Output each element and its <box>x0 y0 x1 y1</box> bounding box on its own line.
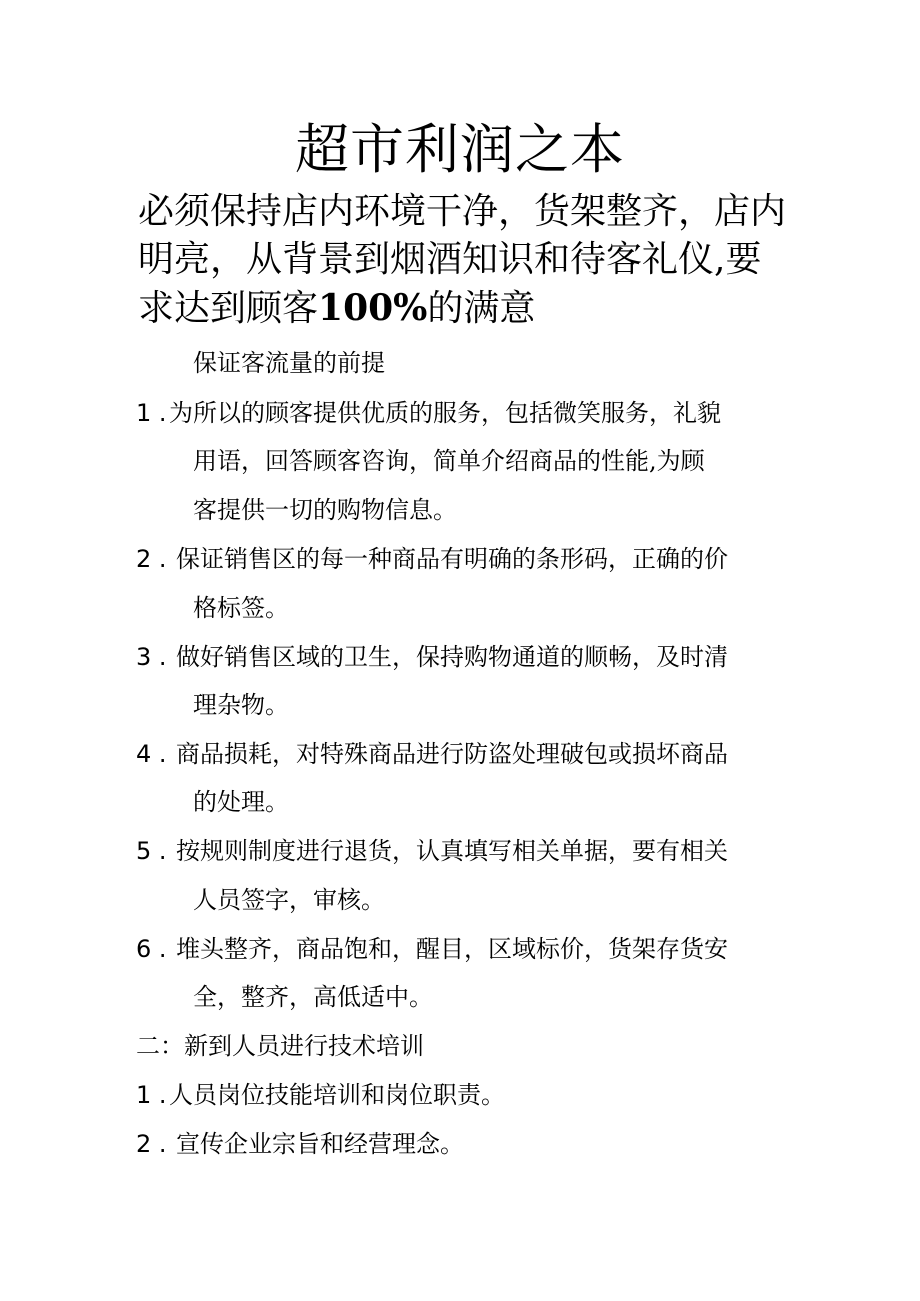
item-3-line-1: 做好销售区域的卫生，保持购物通道的顺畅，及时清 <box>176 643 728 671</box>
training-item-1-text: 人员岗位技能培训和岗位职责。 <box>169 1081 505 1109</box>
item-6-line-1: 堆头整齐，商品饱和，醒目，区域标价，货架存货安 <box>176 935 728 963</box>
lead-line-1: 必须保持店内环境干净，货架整齐，店内 <box>138 191 787 232</box>
item-6-line-2: 全，整齐，高低适中。 <box>193 983 433 1011</box>
item-5-number: 5 . <box>136 837 167 865</box>
section-1-heading: 保证客流量的前提 <box>193 349 385 377</box>
item-4-number: 4 . <box>136 740 167 768</box>
item-3-number: 3 . <box>136 643 167 671</box>
item-1-number: 1 . <box>136 399 167 427</box>
section-2-heading: 二：新到人员进行技术培训 <box>136 1032 424 1060</box>
lead-line-3-post: 的满意 <box>427 288 536 329</box>
item-2-line-2: 格标签。 <box>193 594 289 622</box>
item-4-line-1: 商品损耗，对特殊商品进行防盗处理破包或损坏商品 <box>176 740 728 768</box>
item-1-line-3: 客提供一切的购物信息。 <box>193 496 457 524</box>
item-5-line-1: 按规则制度进行退货，认真填写相关单据，要有相关 <box>176 837 728 865</box>
lead-paragraph <box>138 188 798 333</box>
lead-percent: 100% <box>318 287 428 329</box>
item-1-line-2: 用语，回答顾客咨询，简单介绍商品的性能,为顾 <box>193 447 705 475</box>
lead-line-3 <box>138 284 798 333</box>
lead-line-2: 明亮，从背景到烟酒知识和待客礼仪,要 <box>138 239 762 280</box>
training-item-2-number: 2 . <box>136 1130 167 1158</box>
training-item-1-number: 1 . <box>136 1081 167 1109</box>
training-item-2-text: 宣传企业宗旨和经营理念。 <box>176 1130 464 1158</box>
item-1-line-1: 为所以的顾客提供优质的服务，包括微笑服务，礼貌 <box>169 399 721 427</box>
page-title: 超市利润之本 <box>295 118 625 181</box>
item-5-line-2: 人员签字，审核。 <box>193 886 385 914</box>
item-2-line-1: 保证销售区的每一种商品有明确的条形码，正确的价 <box>176 545 728 573</box>
item-3-line-2: 理杂物。 <box>193 691 289 719</box>
lead-line-3-pre: 求达到顾客 <box>138 288 319 329</box>
item-4-line-2: 的处理。 <box>193 788 289 816</box>
item-6-number: 6 . <box>136 935 167 963</box>
item-2-number: 2 . <box>136 545 167 573</box>
